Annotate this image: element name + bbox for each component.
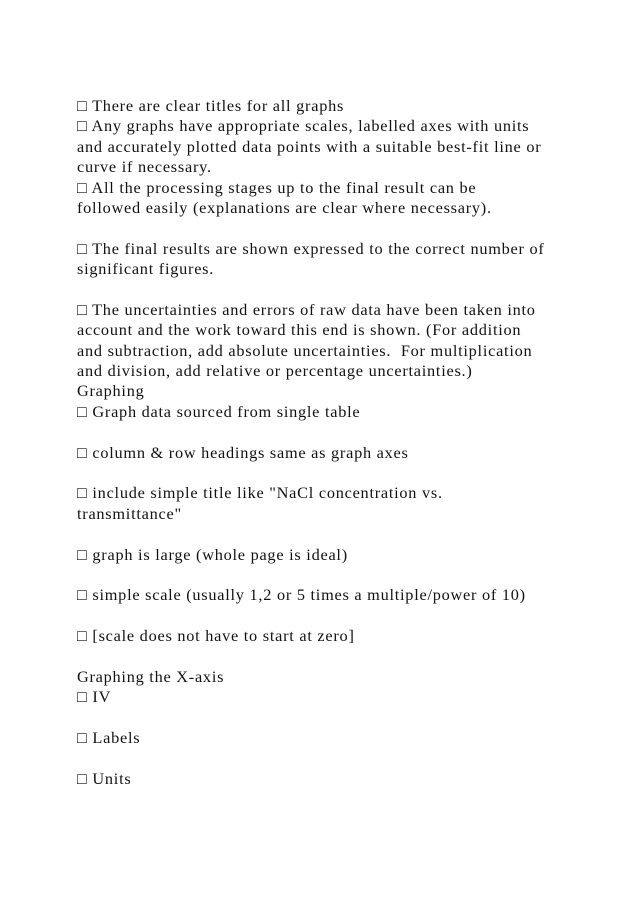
document-body bbox=[77, 96, 597, 789]
blank-line bbox=[77, 524, 597, 544]
blank-line bbox=[77, 749, 597, 769]
blank-line bbox=[77, 218, 597, 238]
checklist-item-significant-figures: □ The final results are shown expressed to the correct number of bbox=[77, 238, 545, 258]
checklist-item-single-table: □ Graph data sourced from single table bbox=[77, 401, 361, 421]
text-line: and division, add relative or percentage uncertainties.) bbox=[77, 361, 473, 381]
checklist-item-units: □ Units bbox=[77, 768, 132, 788]
text-line: and accurately plotted data points with a suitable best-fit line or bbox=[77, 136, 542, 156]
section-heading-x-axis: Graphing the X-axis bbox=[77, 666, 225, 686]
checklist-item-processing-stages: □ All the processing stages up to the final result can be bbox=[77, 177, 477, 197]
blank-line bbox=[77, 463, 597, 483]
blank-line bbox=[77, 606, 597, 626]
checklist-item-simple-title: □ include simple title like "NaCl concentration vs. bbox=[77, 483, 443, 503]
text-line: curve if necessary. bbox=[77, 157, 212, 177]
blank-line bbox=[77, 422, 597, 442]
checklist-item-uncertainties: □ The uncertainties and errors of raw data have been taken into bbox=[77, 299, 536, 319]
blank-line bbox=[77, 565, 597, 585]
checklist-item-headings: □ column & row headings same as graph axes bbox=[77, 442, 409, 462]
blank-line bbox=[77, 280, 597, 300]
text-line: followed easily (explanations are clear where necessary). bbox=[77, 197, 492, 217]
text-line: account and the work toward this end is shown. (For addition bbox=[77, 320, 522, 340]
section-heading-graphing: Graphing bbox=[77, 381, 145, 401]
checklist-item-iv: □ IV bbox=[77, 687, 112, 707]
blank-line bbox=[77, 708, 597, 728]
checklist-item-simple-scale: □ simple scale (usually 1,2 or 5 times a multiple/power of 10) bbox=[77, 585, 526, 605]
blank-line bbox=[77, 647, 597, 667]
text-line: significant figures. bbox=[77, 259, 215, 279]
checklist-item-labels: □ Labels bbox=[77, 728, 141, 748]
checklist-item-scale-zero: □ [scale does not have to start at zero] bbox=[77, 626, 355, 646]
text-line: transmittance" bbox=[77, 503, 182, 523]
text-line: and subtraction, add absolute uncertainties. For multiplication bbox=[77, 340, 533, 360]
checklist-item-graph-large: □ graph is large (whole page is ideal) bbox=[77, 544, 348, 564]
checklist-item-graph-scales: □ Any graphs have appropriate scales, labelled axes with units bbox=[77, 116, 530, 136]
checklist-item-graph-titles: □ There are clear titles for all graphs bbox=[77, 96, 345, 115]
